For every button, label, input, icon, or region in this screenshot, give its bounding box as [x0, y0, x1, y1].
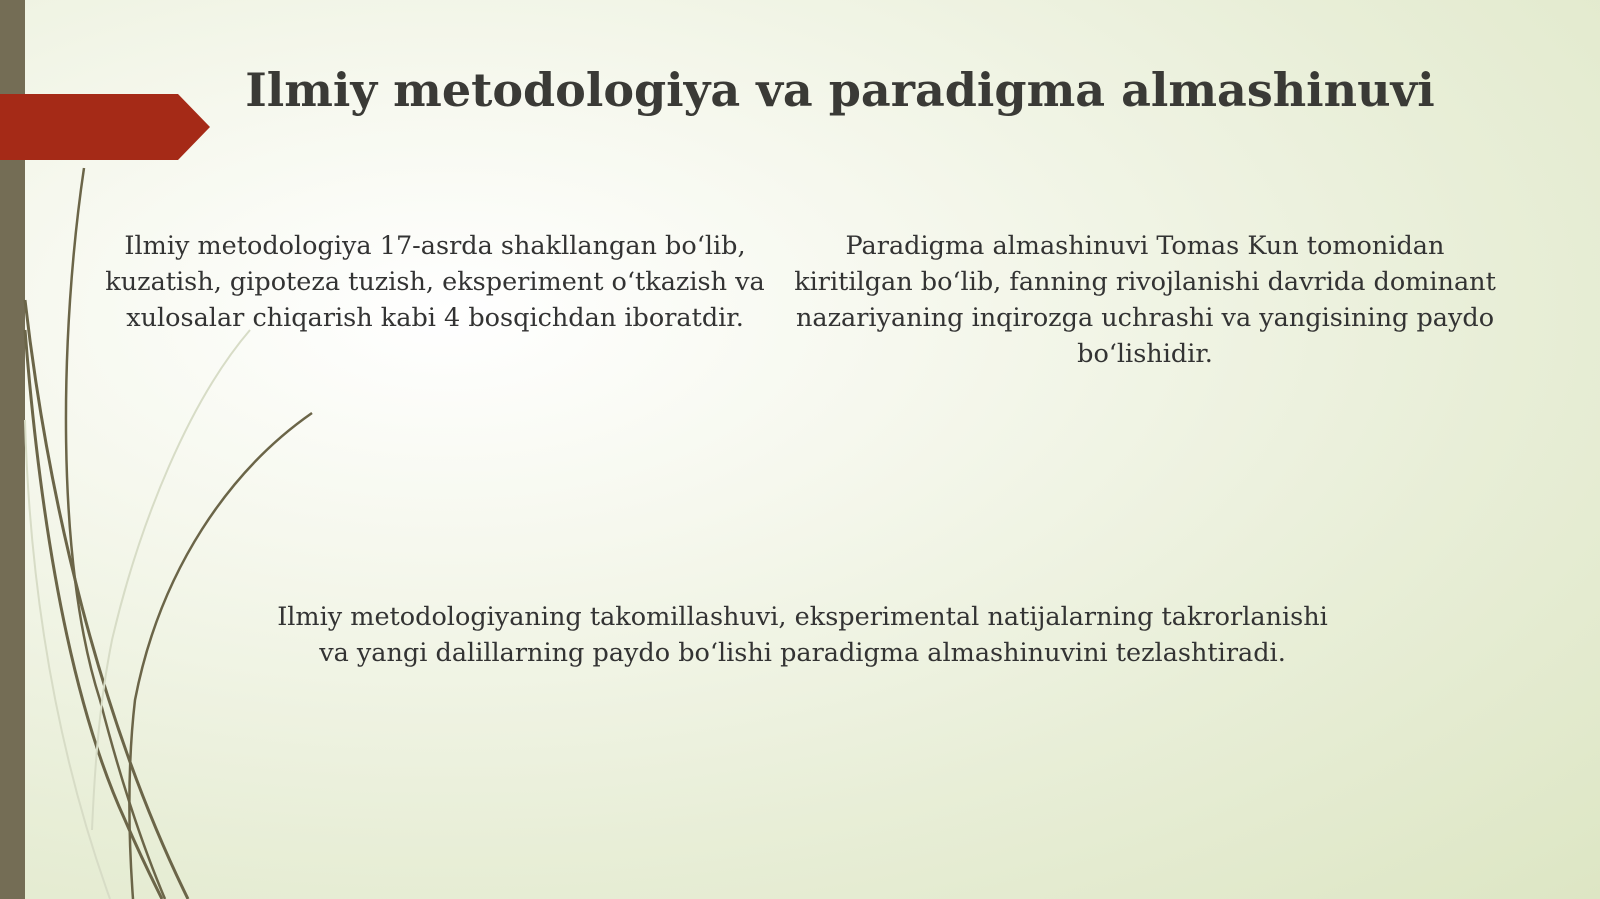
slide-title: Ilmiy metodologiya va paradigma almashinuvi	[245, 63, 1435, 117]
bottom-text-block: Ilmiy metodologiyaning takomillashuvi, eksperimental natijalarning takrorlanishi va yangi dalillarning paydo bo‘lishi paradigma almashinuvini tezlashtiradi.	[277, 602, 1328, 668]
right-text-block: Paradigma almashinuvi Tomas Kun tomonidan kiritilgan bo‘lib, fanning rivojlanishi davrida dominant nazariyaning inqirozga uchrashi va yangisining paydo bo‘lishidir.	[794, 231, 1496, 369]
accent-arrow-shape	[0, 94, 212, 160]
left-text-block: Ilmiy metodologiya 17-asrda shakllangan bo‘lib, kuzatish, gipoteza tuzish, eksperiment o‘tkazish va xulosalar chiqarish kabi 4 bosqichdan iboratdir.	[105, 231, 765, 333]
stem-curve	[25, 300, 188, 899]
